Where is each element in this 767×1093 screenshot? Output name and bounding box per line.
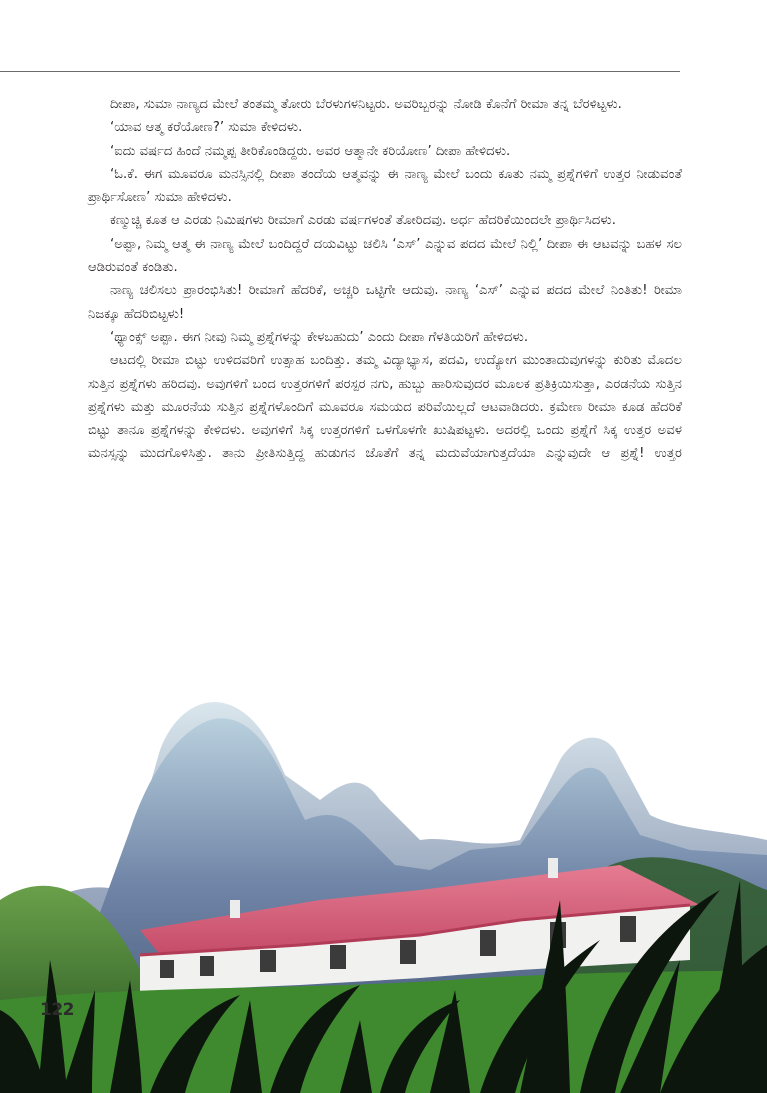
paragraph: ಕಣ್ಮುಚ್ಚಿ ಕೂತ ಆ ಎರಡು ನಿಮಿಷಗಳು ರೀಮಾಗೆ ಎರಡು ವರ್ಷಗಳಂತೆ ತೋರಿದವು. ಅರ್ಧ ಹೆದರಿಕೆಯಿಂದಲೇ ಪ್ರಾರ್ಥಿಸಿದಳು. [110,213,616,229]
paragraph: ನಾಣ್ಯ ಚಲಿಸಲು ಪ್ರಾರಂಭಿಸಿತು! ರೀಮಾಗೆ ಹೆದರಿಕೆ, ಅಚ್ಚರಿ ಒಟ್ಟಿಗೇ ಆದುವು. ನಾಣ್ಯ ‘ಎಸ್’ ಎನ್ನುವ ಪದದ ಮೇಲೆ ನಿಂತಿತು! ರೀಮಾ ನಿಜಕ್ಕೂ ಹೆದರಿಬಿಟ್ಟಳು! [88,283,682,322]
page-number: 122 [40,1000,74,1020]
paragraph: ‘ಯಾವ ಆತ್ಮ ಕರೆಯೋಣ?’ ಸುಮಾ ಕೇಳಿದಳು. [110,120,303,136]
landscape-illustration [0,600,767,1093]
paragraph: ‘ಥ್ಯಾಂಕ್ಸ್ ಅಪ್ಪಾ. ಈಗ ನೀವು ನಿಮ್ಮ ಪ್ರಶ್ನೆಗಳನ್ನು ಕೇಳಬಹುದು’ ಎಂದು ದೀಪಾ ಗೆಳತಿಯರಿಗೆ ಹೇಳಿದಳು. [110,329,529,345]
paragraph: ‘ಅಪ್ಪಾ, ನಿಮ್ಮ ಆತ್ಮ ಈ ನಾಣ್ಯ ಮೇಲೆ ಬಂದಿದ್ದರೆ ದಯವಿಟ್ಟು ಚಲಿಸಿ ‘ಎಸ್’ ಎನ್ನುವ ಪದದ ಮೇಲೆ ನಿಲ್ಲಿ’ ದೀಪಾ ಈ ಆಟವನ್ನು ಬಹಳ ಸಲ ಆಡಿರುವಂತೆ ಕಂಡಿತು. [88,236,682,276]
paragraph: ‘ಐದು ವರ್ಷದ ಹಿಂದೆ ನಮ್ಮಪ್ಪ ತೀರಿಕೊಂಡಿದ್ದರು. ಅವರ ಆತ್ಮಾನೇ ಕರಿಯೋಣ’ ದೀಪಾ ಹೇಳಿದಳು. [110,143,511,159]
paragraph: ದೀಪಾ, ಸುಮಾ ನಾಣ್ಯದ ಮೇಲೆ ತಂತಮ್ಮ ತೋರು ಬೆರಳುಗಳನಿಟ್ಟರು. ಅವರಿಬ್ಬರನ್ನು ನೋಡಿ ಕೊನೆಗೆ ರೀಮಾ ತನ್ನ ಬೆರಳಿಟ್ಟಳು. [110,97,622,112]
paragraph: ‘ಓ.ಕೆ. ಈಗ ಮೂವರೂ ಮನಸ್ಸಿನಲ್ಲಿ ದೀಪಾ ತಂದೆಯ ಆತ್ಮವನ್ನು ಈ ನಾಣ್ಯ ಮೇಲೆ ಬಂದು ಕೂತು ನಮ್ಮ ಪ್ರಶ್ನೆಗಳಿಗೆ ಉತ್ತರ ನೀಡುವಂತೆ ಪ್ರಾರ್ಥಿಸೋಣ’ ಸುಮಾ ಹೇಳಿದಳು. [88,166,682,206]
paragraph: ಆಟದಲ್ಲಿ ರೀಮಾ ಬಿಟ್ಟು ಉಳಿದವರಿಗೆ ಉತ್ಸಾಹ ಬಂದಿತ್ತು. ತಮ್ಮ ವಿದ್ಯಾಭ್ಯಾಸ, ಪದವಿ, ಉದ್ಯೋಗ ಮುಂತಾದುವುಗಳನ್ನು ಕುರಿತು ಮೊದಲ ಸುತ್ತಿನ ಪ್ರಶ್ನೆಗಳು ಹರಿದವು. ಅವುಗಳಿಗೆ ಬಂದ ಉತ್ತರಗಳಿಗೆ ಪರಸ್ಪರ ನಗು, ಹುಬ್ಬು ಹಾರಿಸುವುದರ ಮೂಲಕ ಪ್ರತಿಕ್ರಿಯಿಸುತ್ತಾ, ಎರಡನೆಯ ಸುತ್ತಿನ ಪ್ರಶ್ನೆಗಳು ಮತ್ತು ಮೂರನೆಯ ಸುತ್ತಿನ ಪ್ರಶ್ನೆಗಳೊಂದಿಗೆ ಮೂವರೂ ಸಮಯದ ಪರಿವೆಯಿಲ್ಲದೆ ಆಟವಾಡಿದರು. ಕ್ರಮೇಣ ರೀಮಾ ಕೂಡ ಹೆದರಿಕೆ ಬಿಟ್ಟು ತಾನೂ ಪ್ರಶ್ನೆಗಳನ್ನು ಕೇಳಿದಳು. ಅವುಗಳಿಗೆ ಸಿಕ್ಕ ಉತ್ತರಗಳಿಗೆ ಒಳಗೊಳಗೇ ಖುಷಿಪಟ್ಟಳು. ಅದರಲ್ಲಿ ಒಂದು ಪ್ರಶ್ನೆಗೆ ಸಿಕ್ಕ ಉತ್ತರ ಅವಳ ಮನಸ್ಸನ್ನು ಮುದಗೊಳಿಸಿತ್ತು. ತಾನು ಪ್ರೀತಿಸುತ್ತಿದ್ದ ಹುಡುಗನ ಜೊತೆಗೆ ತನ್ನ ಮದುವೆಯಾಗುತ್ತದೆಯಾ ಎನ್ನುವುದೇ ಆ ಪ್ರಶ್ನೆ! ಉತ್ತರ [88,353,682,462]
story-text [88,93,682,466]
header-rule [0,71,680,72]
